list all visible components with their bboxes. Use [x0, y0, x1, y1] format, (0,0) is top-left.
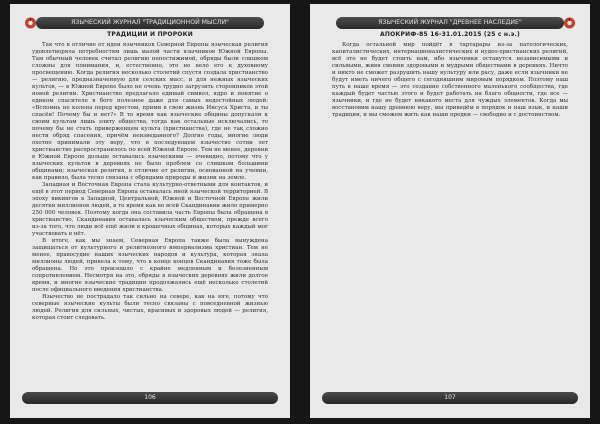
- page-number: 107: [322, 392, 578, 404]
- paragraph: Когда остальной мир пойдёт в тартарары из-за патологических, капиталистических, интернационалистических и иудео-христианских религий, всё это не будет стоить нам, ибо язычники останутся независимыми и сильными, живя своими здоровыми и мудрыми обществами в деревнях. Ничто и никто не сможет разрушить нашу культуру или расу, даже если язычники не будут иметь ничего общего с сегодняшним мировым порядком. Поэтому наш путь в наше время — это создание собственного маленького сообщества, где каждый будет частью этого и будет работать на благо общности, где все — язычники, и где не будет никакого места для чуждых элементов. Когда мы восстановим нашу древнюю веру, мы приведём в порядок и наш язык, и наши традиции, и мы сможем жить как наши предки — свободно и с достоинством.: [332, 42, 568, 118]
- paragraph: В итоге, как мы знаем, Северная Европа также была вынуждена защищаться от культурного и религиозного империализма христиан. Тем не менее, правосудие наших языческих народов и культура, которая знала миллионы людей, привела к тому, что в конце концов Скандинавия тоже была обращена. Но это произошло с крайне медленным и болезненным сопротивлением. Несмотря на это, обряды в языческих деревнях жили долгое время, и многие языческие традиции продолжались ещё несколько столетий после официального введения христианства.: [32, 238, 268, 293]
- paragraph: Западная и Восточная Европа стала культурно-ответными для контактов, и ещё в этот период Северная Европа оставалась иной языческой территорией. В эпоху викингов в Западной, Центральной, Южной и Восточной Европе жили десятки миллионов людей, в то время как во всей Скандинавии жило примерно 250 000 человек. Поэтому когда она составила часть Европы была обращена в христианство, Скандинавия оставалась языческим обществом, прежде всего из-за того, что люди всё ещё жили в крошечных общинах, которых каждый мог участвовать в нёт.: [32, 182, 268, 237]
- page-header: ЯЗЫЧЕСКИЙ ЖУРНАЛ "ТРАДИЦИОННОЙ МЫСЛИ": [36, 17, 264, 29]
- page-number: 106: [22, 392, 278, 404]
- body-text: [32, 42, 268, 376]
- paragraph: Так что в отличие от идеи язычников Северной Европы языческая религия удовлетворяла потребностям лишь малой части язычников Южной Европы. Там обычный человек считал религию непостижимой, обряды были слишком сложны для понимания, и, естественно, это не вело его к духовному просвещению. Когда религия несколько столетий спустя создала христианство — религию, предназначенную для селских масс, и для нежных языческих культов, — в Южной Европе было не очень трудно загрузить сторонников этой новой религии. Христианство предлагало единый символ, ядро и понятие о едином спасителе в боге полезное даже для самых недостойных людей: «Вспомнь не колена перед крестом, прими в свою жизнь Иисуса Христа, и ты спасён! Почему бы и нет?» В то время как языческие общины допускали к своим культам лишь элиту общества, тогда как остальные исключались, то почему бы не стать приверженцем культа (христианства), где не так сложно нести обряд спасения, причём неизведанного? Долгие годы, многие люди охотно принимали эту веру, что в последующем язычество сотни лет христианство распространилось по всей Южной Европе. Тем не менее, деревни в Южной Европе дольше оставались языческими — очевидно, потому что у языческих культов в деревнях не было проблем со слишком большими общинами; языческая религия, в отличие от религии, основанной на учении, как правило, была тесно связана с обрядами природы и жизни на земле.: [32, 42, 268, 181]
- left-page: [10, 4, 290, 418]
- ornament-icon: [563, 16, 576, 30]
- page-header: ЯЗЫЧЕСКИЙ ЖУРНАЛ "ДРЕВНЕЕ НАСЛЕДИЕ": [336, 17, 564, 29]
- paragraph: Язычество не пострадало так сильно на севере, как на юге, потому что северные языческие культы были тесно связаны с повседневной жизнью людей. Религия для сильных, чистых, красивых и здоровых людей — религия, которая стоит следовать.: [32, 294, 268, 321]
- right-page: [310, 4, 590, 418]
- section-title: АПОКРИФ-85 16-31.01.2015 (25 с н.э.): [380, 31, 520, 38]
- body-text: [332, 42, 568, 376]
- section-title: ТРАДИЦИИ И ПРОРОКИ: [107, 31, 193, 38]
